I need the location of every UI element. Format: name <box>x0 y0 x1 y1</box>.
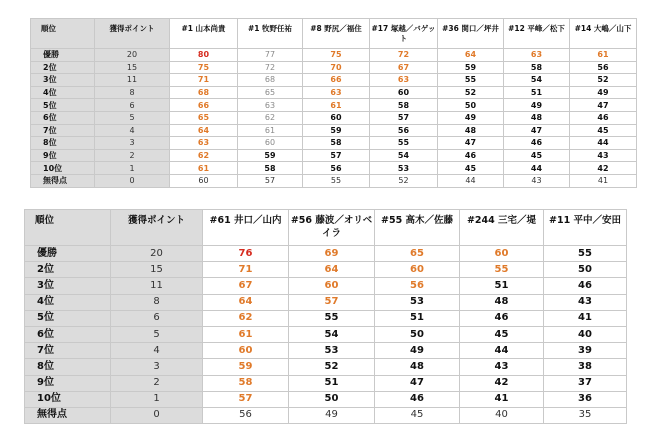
column-header-team: #56 藤波／オリベイラ <box>289 210 375 246</box>
points-cell: 20 <box>95 49 170 62</box>
score-cell: 61 <box>170 162 238 175</box>
points-cell: 11 <box>111 278 203 294</box>
table-row <box>25 359 627 375</box>
table-row <box>25 294 627 310</box>
score-cell: 37 <box>544 375 627 391</box>
score-cell: 41 <box>570 174 637 187</box>
rank-cell: 3位 <box>31 74 95 87</box>
table-row <box>31 99 637 112</box>
score-cell: 50 <box>289 391 375 407</box>
score-cell: 43 <box>504 174 570 187</box>
score-cell: 55 <box>460 262 544 278</box>
table-row <box>31 174 637 187</box>
score-cell: 46 <box>504 137 570 150</box>
score-cell: 41 <box>460 391 544 407</box>
score-cell: 49 <box>438 111 504 124</box>
score-cell: 67 <box>203 278 289 294</box>
table-row <box>31 149 637 162</box>
score-cell: 56 <box>203 407 289 423</box>
points-cell: 3 <box>95 137 170 150</box>
score-cell: 80 <box>170 49 238 62</box>
score-cell: 48 <box>504 111 570 124</box>
score-cell: 49 <box>504 99 570 112</box>
standings-table-1 <box>30 18 637 188</box>
score-cell: 47 <box>504 124 570 137</box>
table-header-row <box>25 210 627 246</box>
score-cell: 45 <box>375 407 460 423</box>
score-cell: 65 <box>238 86 303 99</box>
score-cell: 64 <box>170 124 238 137</box>
score-cell: 54 <box>504 74 570 87</box>
score-cell: 76 <box>203 246 289 262</box>
score-cell: 55 <box>544 246 627 262</box>
score-cell: 61 <box>303 99 370 112</box>
score-cell: 65 <box>375 246 460 262</box>
points-cell: 4 <box>111 343 203 359</box>
score-cell: 48 <box>438 124 504 137</box>
score-cell: 56 <box>375 278 460 294</box>
score-cell: 54 <box>370 149 438 162</box>
score-cell: 58 <box>238 162 303 175</box>
rank-cell: 8位 <box>31 137 95 150</box>
score-cell: 64 <box>203 294 289 310</box>
score-cell: 53 <box>289 343 375 359</box>
column-header-team: #11 平中／安田 <box>544 210 627 246</box>
score-cell: 43 <box>460 359 544 375</box>
rank-cell: 6位 <box>31 111 95 124</box>
rank-cell: 7位 <box>25 343 111 359</box>
score-cell: 67 <box>370 61 438 74</box>
table-row <box>25 246 627 262</box>
points-cell: 5 <box>111 326 203 342</box>
table-row <box>31 86 637 99</box>
score-cell: 44 <box>570 137 637 150</box>
score-cell: 71 <box>203 262 289 278</box>
table-header-row <box>31 19 637 49</box>
column-header-team: #12 平峰／松下 <box>504 19 570 49</box>
score-cell: 47 <box>375 375 460 391</box>
column-header-team: #244 三宅／堤 <box>460 210 544 246</box>
score-cell: 57 <box>289 294 375 310</box>
table-row <box>31 137 637 150</box>
score-cell: 72 <box>370 49 438 62</box>
points-cell: 15 <box>111 262 203 278</box>
score-cell: 40 <box>544 326 627 342</box>
score-cell: 50 <box>375 326 460 342</box>
table-row <box>31 111 637 124</box>
rank-cell: 5位 <box>31 99 95 112</box>
column-header-team: #36 関口／坪井 <box>438 19 504 49</box>
table-row <box>31 49 637 62</box>
table-row <box>31 74 637 87</box>
column-header-team: #1 山本尚貴 <box>170 19 238 49</box>
score-cell: 55 <box>370 137 438 150</box>
table-row <box>25 310 627 326</box>
score-cell: 57 <box>238 174 303 187</box>
points-cell: 5 <box>95 111 170 124</box>
rank-cell: 9位 <box>31 149 95 162</box>
score-cell: 52 <box>438 86 504 99</box>
points-cell: 1 <box>95 162 170 175</box>
points-cell: 8 <box>95 86 170 99</box>
score-cell: 35 <box>544 407 627 423</box>
column-header-team: #55 高木／佐藤 <box>375 210 460 246</box>
score-cell: 59 <box>303 124 370 137</box>
column-header-rank: 順位 <box>31 19 95 49</box>
score-cell: 51 <box>375 310 460 326</box>
score-cell: 71 <box>170 74 238 87</box>
score-cell: 44 <box>438 174 504 187</box>
score-cell: 45 <box>570 124 637 137</box>
table-row <box>25 375 627 391</box>
points-cell: 0 <box>111 407 203 423</box>
score-cell: 56 <box>303 162 370 175</box>
column-header-team: #17 塚越／バゲット <box>370 19 438 49</box>
score-cell: 55 <box>438 74 504 87</box>
score-cell: 60 <box>289 278 375 294</box>
score-cell: 63 <box>170 137 238 150</box>
score-cell: 51 <box>289 375 375 391</box>
rank-cell: 7位 <box>31 124 95 137</box>
rank-cell: 8位 <box>25 359 111 375</box>
score-cell: 62 <box>238 111 303 124</box>
score-cell: 63 <box>504 49 570 62</box>
rank-cell: 2位 <box>25 262 111 278</box>
rank-cell: 優勝 <box>25 246 111 262</box>
score-cell: 48 <box>460 294 544 310</box>
score-cell: 77 <box>238 49 303 62</box>
score-cell: 52 <box>570 74 637 87</box>
score-cell: 53 <box>375 294 460 310</box>
table-row <box>25 262 627 278</box>
score-cell: 69 <box>289 246 375 262</box>
column-header-team: #14 大嶋／山下 <box>570 19 637 49</box>
score-cell: 42 <box>570 162 637 175</box>
score-cell: 38 <box>544 359 627 375</box>
score-cell: 51 <box>504 86 570 99</box>
points-cell: 11 <box>95 74 170 87</box>
score-cell: 36 <box>544 391 627 407</box>
score-cell: 66 <box>303 74 370 87</box>
table-row <box>25 391 627 407</box>
score-cell: 63 <box>370 74 438 87</box>
table-row <box>25 326 627 342</box>
score-cell: 62 <box>170 149 238 162</box>
standings-table-2 <box>24 209 627 424</box>
score-cell: 70 <box>303 61 370 74</box>
score-cell: 44 <box>460 343 544 359</box>
rank-cell: 優勝 <box>31 49 95 62</box>
score-cell: 55 <box>303 174 370 187</box>
score-cell: 63 <box>238 99 303 112</box>
score-cell: 59 <box>203 359 289 375</box>
score-cell: 49 <box>570 86 637 99</box>
table-row <box>31 124 637 137</box>
score-cell: 47 <box>570 99 637 112</box>
score-cell: 52 <box>289 359 375 375</box>
points-cell: 2 <box>95 149 170 162</box>
score-cell: 50 <box>544 262 627 278</box>
score-cell: 72 <box>238 61 303 74</box>
table-row <box>31 61 637 74</box>
rank-cell: 4位 <box>31 86 95 99</box>
score-cell: 56 <box>570 61 637 74</box>
column-header-points: 獲得ポイント <box>95 19 170 49</box>
score-cell: 45 <box>438 162 504 175</box>
score-cell: 43 <box>570 149 637 162</box>
score-cell: 61 <box>203 326 289 342</box>
rank-cell: 2位 <box>31 61 95 74</box>
score-cell: 60 <box>375 262 460 278</box>
rank-cell: 4位 <box>25 294 111 310</box>
score-cell: 65 <box>170 111 238 124</box>
table-row <box>31 162 637 175</box>
score-cell: 46 <box>544 278 627 294</box>
score-cell: 44 <box>504 162 570 175</box>
points-cell: 6 <box>95 99 170 112</box>
points-cell: 0 <box>95 174 170 187</box>
score-cell: 60 <box>203 343 289 359</box>
score-cell: 59 <box>438 61 504 74</box>
score-cell: 57 <box>370 111 438 124</box>
score-cell: 42 <box>460 375 544 391</box>
score-cell: 41 <box>544 310 627 326</box>
score-cell: 57 <box>203 391 289 407</box>
score-cell: 58 <box>203 375 289 391</box>
score-cell: 58 <box>370 99 438 112</box>
score-cell: 49 <box>289 407 375 423</box>
score-cell: 45 <box>460 326 544 342</box>
score-cell: 60 <box>170 174 238 187</box>
score-cell: 58 <box>504 61 570 74</box>
score-cell: 64 <box>438 49 504 62</box>
rank-cell: 9位 <box>25 375 111 391</box>
rank-cell: 3位 <box>25 278 111 294</box>
rank-cell: 無得点 <box>25 407 111 423</box>
score-cell: 49 <box>375 343 460 359</box>
points-cell: 3 <box>111 359 203 375</box>
score-cell: 63 <box>303 86 370 99</box>
score-cell: 75 <box>303 49 370 62</box>
rank-cell: 無得点 <box>31 174 95 187</box>
score-cell: 43 <box>544 294 627 310</box>
score-cell: 57 <box>303 149 370 162</box>
column-header-points: 獲得ポイント <box>111 210 203 246</box>
score-cell: 46 <box>438 149 504 162</box>
score-cell: 60 <box>303 111 370 124</box>
score-cell: 68 <box>170 86 238 99</box>
score-cell: 68 <box>238 74 303 87</box>
column-header-rank: 順位 <box>25 210 111 246</box>
score-cell: 66 <box>170 99 238 112</box>
score-cell: 50 <box>438 99 504 112</box>
score-cell: 46 <box>460 310 544 326</box>
column-header-team: #1 牧野任祐 <box>238 19 303 49</box>
score-cell: 46 <box>375 391 460 407</box>
points-cell: 8 <box>111 294 203 310</box>
score-cell: 58 <box>303 137 370 150</box>
points-cell: 4 <box>95 124 170 137</box>
score-cell: 39 <box>544 343 627 359</box>
score-cell: 54 <box>289 326 375 342</box>
score-cell: 47 <box>438 137 504 150</box>
score-cell: 61 <box>570 49 637 62</box>
score-cell: 52 <box>370 174 438 187</box>
points-cell: 6 <box>111 310 203 326</box>
score-cell: 59 <box>238 149 303 162</box>
score-cell: 55 <box>289 310 375 326</box>
rank-cell: 10位 <box>31 162 95 175</box>
score-cell: 60 <box>370 86 438 99</box>
score-cell: 51 <box>460 278 544 294</box>
score-cell: 56 <box>370 124 438 137</box>
score-cell: 40 <box>460 407 544 423</box>
column-header-team: #61 井口／山内 <box>203 210 289 246</box>
table-row <box>25 278 627 294</box>
points-cell: 2 <box>111 375 203 391</box>
score-cell: 61 <box>238 124 303 137</box>
points-cell: 20 <box>111 246 203 262</box>
score-cell: 64 <box>289 262 375 278</box>
score-cell: 46 <box>570 111 637 124</box>
rank-cell: 5位 <box>25 310 111 326</box>
score-cell: 75 <box>170 61 238 74</box>
score-cell: 60 <box>238 137 303 150</box>
score-cell: 62 <box>203 310 289 326</box>
score-cell: 45 <box>504 149 570 162</box>
table-row <box>25 343 627 359</box>
rank-cell: 10位 <box>25 391 111 407</box>
points-cell: 1 <box>111 391 203 407</box>
score-cell: 53 <box>370 162 438 175</box>
score-cell: 60 <box>460 246 544 262</box>
rank-cell: 6位 <box>25 326 111 342</box>
score-cell: 48 <box>375 359 460 375</box>
table-row <box>25 407 627 423</box>
column-header-team: #8 野尻／福住 <box>303 19 370 49</box>
points-cell: 15 <box>95 61 170 74</box>
